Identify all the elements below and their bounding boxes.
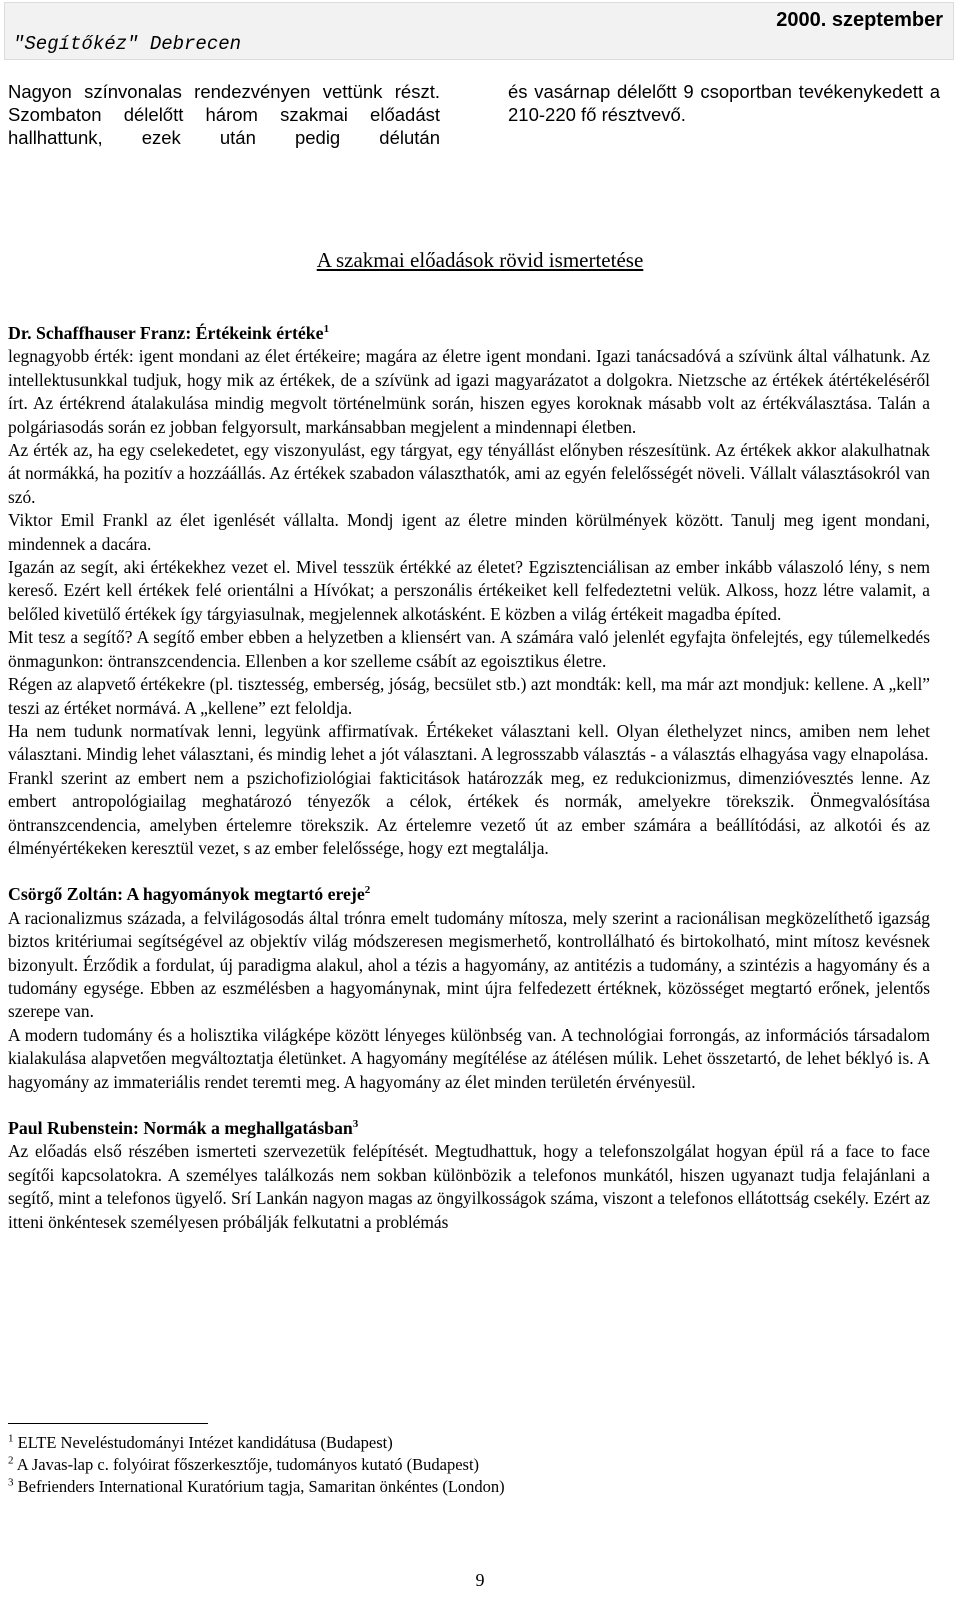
lecture-1-paragraph: Az érték az, ha egy cselekedetet, egy viszonyulást, egy tárgyat, egy tényállást előnyben részesítünk. Az értékek akkor alakulhatnak át normákká, ha pozitív a hozzáállás. Az értékek szabadon választhatók, ami az egyén felelősségét növeli. Vállalt választásokról van szó. xyxy=(8,440,930,507)
header-date: 2000. szeptember xyxy=(776,9,943,31)
lecture-2-title: Csörgő Zoltán: A hagyományok megtartó ereje$^2$ xyxy=(8,884,371,905)
footnote-ref-3[interactable]: 3 xyxy=(352,1118,359,1131)
header-organization: "Segítőkéz" Debrecen xyxy=(13,33,242,55)
lecture-1-paragraph: Igazán az segít, aki értékekhez vezet el. Mivel tesszük értékké az életet? Egzisztenciálisan az ember inkább válaszoló lény, s nem kereső. Ezért kell értékek felé orientálni a Hívókat; a perszonális értékeiket kell felfedeztetni velük. Alkoss, hozz létre valamit, a belőled kivetülő értékek így tárgyiasulnak, megjelennek alkotásként. E közben a világ értékeit magadba építed. xyxy=(8,557,930,624)
footnote-ref-2[interactable]: 2 xyxy=(364,884,371,897)
lecture-2-paragraph: A modern tudomány és a holisztika világképe között lényeges különbség van. A technológiai forrongás, az információs társadalom kialakulása alapvetően megváltoztatja életünket. A hagyomány megítélése az átélésen múlik. Lehet összetartó, de lehet béklyó is. A hagyomány az immateriális rendet teremti meg. A hagyomány az élet minden területén érvényesül. xyxy=(8,1024,930,1092)
page-number: 9 xyxy=(475,1570,485,1590)
footnote-divider xyxy=(8,1423,208,1424)
intro-left-column: Nagyon színvonalas rendezvényen vettünk részt. Szombaton délelőtt három szakmai előadást hallhattunk, ezek után pedig délután xyxy=(8,81,440,148)
section-title: A szakmai előadások rövid ismertetése xyxy=(316,248,644,272)
lecture-1-paragraph: Viktor Emil Frankl az élet igenlését vállalta. Mondj igent az életre minden körülmények között. Tanulj meg igent mondani, mindennek a dacára. xyxy=(8,510,930,554)
footnote: $^3$ Befrienders International Kuratórium tagja, Samaritan önkéntes (London) xyxy=(8,1476,505,1496)
lecture-1-paragraph: Frankl szerint az embert nem a pszichofiziológiai fakticitások határozzák meg, ez redukcionizmus, dimenzióvesztés lenne. Az embert antropológiailag meghatározó tényezők a célok, értékek és normák, amelyekre törekszik. Önmegvalósítása öntranszcendencia, amelyben értelemre törekszik. Az értelemre vezető út az ember számára a beállítódási, az alkotói és az élményértékeken keresztül vezet, s az ember felelőssége, hogy ezt megtalálja. xyxy=(8,767,930,858)
lecture-1-paragraph: Ha nem tudunk normatívak lenni, legyünk affirmatívak. Értékeket választani kell. Olyan élethelyzet nincs, amiben nem lehet választani. Mindig lehet választani, és mindig lehet a jót választani. A legrosszabb választás - a választás elhagyása vagy elnapolása. xyxy=(8,720,930,765)
footnotes xyxy=(8,1432,908,1498)
lecture-1-paragraph: Régen az alapvető értékekre (pl. tisztesség, emberség, jóság, becsület stb.) azt mondták: kell, ma már azt mondjuk: kellene. A „kell” teszi az értéket normává. A „kellene” ezt feloldja. xyxy=(8,674,930,718)
footnote: $^1$ ELTE Neveléstudományi Intézet kandidátusa (Budapest) xyxy=(8,1432,393,1452)
lecture-1-paragraph: Mit tesz a segítő? A segítő ember ebben a helyzetben a kliensért van. A számára való jelenlét egyfajta önfelejtés, egy túlemelkedés önmagunkon: öntranszcendencia. Ellenben a kor szelleme csábít az egoisztikus életre. xyxy=(8,627,930,671)
article-body xyxy=(8,322,930,1234)
lecture-2-paragraph: A racionalizmus százada, a felvilágosodás által trónra emelt tudomány mítosza, mely szerint a racionálisan megközelíthető igazság biztos kritériumai segítségével az objektív világ módszeresen megismerhető, kontrollálható és birtokolható, mint mítosz kevésnek bizonyult. Érződik a fordulat, új paradigma alakul, ahol a tézis a hagyomány, az antitézis a tudomány, a szintézis a hagyomány és a tudomány egysége. Ebben az eszmélésben a hagyománynak, mint újra felfedezett értéknek, közösséget megtartó erőnek, jelentős szerepe van. xyxy=(8,907,930,1022)
intro-right-column: és vasárnap délelőtt 9 csoportban tevékenykedett a 210-220 fő résztvevő. xyxy=(508,81,940,125)
page-header xyxy=(4,2,954,60)
lecture-1-title: Dr. Schaffhauser Franz: Értékeink értéke$^1$ xyxy=(8,323,330,343)
lecture-3-title: Paul Rubenstein: Normák a meghallgatásban$^3$ xyxy=(8,1118,359,1138)
footnote: $^2$ A Javas-lap c. folyóirat főszerkesztője, tudományos kutató (Budapest) xyxy=(8,1454,480,1474)
lecture-3-paragraph: Az előadás első részében ismerteti szervezetük felépítését. Megtudhattuk, hogy a telefonszolgálat hogyan épül rá a face to face segítői kapcsolatokra. A személyes találkozás nem sokban különbözik a telefonos munkától, hiszen ugyanazt tudja felajánlani a segítő, mint a telefonos ügyelő. Srí Lankán nagyon magas az öngyilkosságok száma, viszont a telefonos ellátottság csekély. Ezért az itteni önkéntesek személyesen próbálják felkutatni a problémás xyxy=(8,1141,930,1232)
lecture-1-paragraph: legnagyobb érték: igent mondani az élet értékeire; magára az életre igent mondani. Igazi tanácsadóvá a szívünk által válhatunk. Az intellektusunkkal tudjuk, hogy mik az értékek, de a szívünk ad igazi magyarázatot a dolgokra. Nietzsche az értékek átértékeléséről írt. Az értékrend átalakulása mindig megvolt történelmünk során, hiszen egyes koroknak másabb volt az értékválasztása. Talán a polgáriasodás során ez jobban felgyorsult, markánsabban megjelent a mindennapi életben. xyxy=(8,346,930,437)
footnote-ref-1[interactable]: 1 xyxy=(323,323,330,336)
